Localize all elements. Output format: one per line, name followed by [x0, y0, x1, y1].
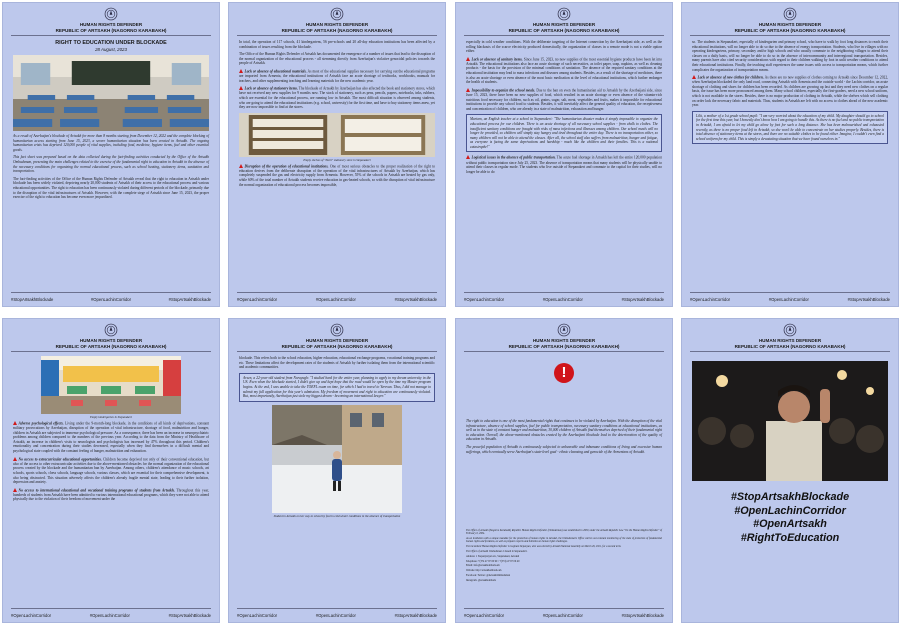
emblem-icon [783, 323, 797, 337]
section-extracurricular [13, 457, 209, 485]
office-phone: Telephone: +(374 47 97 00 90 / +(374) 47 97 00 40 [466, 559, 520, 563]
emblem-icon [330, 323, 344, 337]
footer-tag-left: #OpenLachinCorridor [464, 613, 505, 618]
header-org: HUMAN RIGHTS DEFENDER [532, 338, 596, 343]
page-header [229, 7, 445, 33]
header-org: HUMAN RIGHTS DEFENDER [305, 22, 369, 27]
page-header [3, 7, 219, 33]
section-meals [466, 88, 662, 111]
testimony-text: Lilit, a mother of a 1st grade school pupil: "I am very worried about the education of my child. My daughter should go to school for the first time this year, but I honestly don't know how I am going to handle this. As there is no fuel and no public transportation in Artsakh, I am afraid to let my child go alone by foot for such a long distance. She has been malnourished and exhausted recently, as there is no proper food left in Artsakh, so she won't be able to concentrate on her studies properly. Besides, there is total absence of stationery items at the stores, and there are no suitable clothes to be found either. Imagine, I couldn't even find a school uniform for my child. This is simply a devastating situation that we have found ourselves in." [696, 113, 884, 141]
section-text: The acute fuel shortage in Artsakh has left the entire 120,000 population without public transportation since July 25, 2023. The absence of transportation means that many students will be physically unable to attend their classes in regular mode. The students who live outside of Stepanakert and commute to the capital for their studies, will no longer be able to do [466, 155, 662, 174]
page-footer [11, 613, 211, 618]
section-heading: Lack or absence of educational materials. [244, 69, 307, 74]
emblem-icon [104, 7, 118, 21]
footer-tag-right: #StopArtsakhBlockade [168, 613, 211, 618]
section-stationery [239, 86, 435, 109]
emblem-icon [330, 7, 344, 21]
page-footer [464, 297, 664, 302]
page-footer [237, 613, 437, 618]
footer-rule [237, 608, 437, 609]
warning-icon [13, 457, 17, 461]
footer-tag-left: #OpenLachinCorridor [11, 613, 52, 618]
hashtag[interactable]: #RightToEducation [740, 531, 840, 544]
page-7 [455, 318, 673, 623]
footer-tag-mid: #OpenLachinCorridor [315, 297, 356, 302]
section-heading: Lack or absence of sanitary items. [471, 57, 523, 62]
office-info [466, 529, 662, 584]
section-heading: Impossibility to organize the school meals. [471, 88, 536, 93]
section-psychological [13, 421, 209, 454]
section-heading: Lack or absence of new clothes for children. [697, 75, 764, 80]
page-3 [455, 2, 673, 307]
hashtag-block [692, 491, 888, 545]
section-text: Since June 15, 2023, no new supplies of the most essential hygiene products have been let into Artsakh. The educational institutions also face an acute shortage of such necessities, as toilet paper, soap, napkins, as well as cleaning products - the basis for the provision of the minimal conditions of sanitation. The absence of the required sanitary conditions at the educational institution may lead to mass infections and diseases among students. Besides, as a result of the shortage of medicines, there is also an acute shortage or even absence of the most basic medication at the level of educational institutions, which further endanger the health of students. [466, 57, 663, 85]
photo-caption: Empty shelves of "Nairi" stationery store in Stepanakert [303, 157, 371, 162]
hashtag[interactable]: #StopArtsakhBlockade [730, 491, 850, 503]
header-org: HUMAN RIGHTS DEFENDER [758, 22, 822, 27]
page-date: 28 August, 2023 [95, 47, 127, 52]
page-body [692, 40, 888, 147]
page-body [466, 40, 662, 177]
page-header [682, 7, 898, 33]
intro-paragraph: As a result of Azerbaijan's blockade of Artsakh for more than 8 months starting from December 12, 2022 and the complete blocking of humanitarian access starting from June 15, 2023, a severe humanitarian situation has been created in Artsakh. The ongoing humanitarian crisis has deprived 120,000 people of vital supplies, including food, medicine, hygiene items, fuel and other essential goods. [13, 134, 209, 152]
header-org: HUMAN RIGHTS DEFENDER [532, 22, 596, 27]
footer-tag-left: #StopArtsakhBlockade [11, 297, 54, 302]
header-rule [464, 35, 664, 36]
section-heading: Lack or absence of stationery items. [244, 86, 298, 91]
section-text: As there are no new supplies of clothes coming to Artsakh since December 12, 2022, when Azerbaijan blockaded the only land road, connecting Artsakh with Armenia and the outside world - the Lachin corridor, an acute shortage of clothing and shoes for children has been recorded. As children are growing up fast and they need new clothes on a regular basis, the issue has been more pronounced among them. Many school children, especially the first-graders, need a new school uniform, which is not available in the stores. Besides, there is no major production of clothing in Artsakh, while the shelves which sell clothing on order lack the necessary fabric and materials. Thus, students in Artsakh are left with no access to clothes ahead of the new academic year. [692, 75, 889, 108]
warning-icon [239, 164, 243, 168]
page-header [3, 323, 219, 349]
page-body [13, 356, 209, 505]
page-header [456, 323, 672, 349]
testimony-box [239, 373, 435, 402]
footer-tag-left: #OpenLachinCorridor [237, 297, 278, 302]
footer-rule [690, 292, 890, 293]
page-8 [681, 318, 899, 623]
office-social[interactable]: Facebook: Twitter: @ArtsakhOmbudsman [466, 573, 511, 577]
footer-tag-mid: #OpenLachinCorridor [315, 613, 356, 618]
section-transport [466, 155, 662, 174]
footer-tag-mid: #OpenLachinCorridor [542, 297, 583, 302]
page-title: RIGHT TO EDUCATION UNDER BLOCKADE [55, 40, 167, 46]
footer-tag-left: #OpenLachinCorridor [464, 297, 505, 302]
section-clothes [692, 75, 888, 108]
warning-icon [239, 86, 243, 90]
warning-icon [466, 57, 470, 61]
page-body [239, 356, 435, 520]
header-org: HUMAN RIGHTS DEFENDER [79, 338, 143, 343]
footer-tag-right: #StopArtsakhBlockade [394, 613, 437, 618]
warning-icon [13, 421, 17, 425]
section-materials [239, 69, 435, 83]
testimony-text: Arsen, a 22-year-old student from Norayugh: "I studied hard for the entire year, planning to apply to my dream university in the US. Even when the blockade started, I didn't give up and kept hope that the road would be open by the time my Master program begins. At the end, I was unable to take the TOEFL exam on time, for which I had to travel to Yerevan. Thus, I did not manage to submit my full application for this year's admission. My freedom of movement and right to education are continuously violated. But, most importantly, Azerbaijan just stole my biggest dream - becoming an international lawyer." [243, 375, 431, 399]
section-heading: Adverse psychological effects. [18, 421, 64, 426]
header-republic: REPUBLIC OF ARTSAKH (NAGORNO KARABAKH) [55, 343, 167, 349]
page-footer [11, 297, 211, 302]
emblem-icon [557, 323, 571, 337]
footer-tag-mid: #OpenLachinCorridor [542, 613, 583, 618]
page-header [682, 323, 898, 349]
footer-tag-left: #OpenLachinCorridor [237, 613, 278, 618]
page-footer [690, 297, 890, 302]
protest-photo [692, 361, 888, 481]
footer-tag-right: #StopArtsakhBlockade [621, 297, 664, 302]
header-rule [237, 351, 437, 352]
continued-paragraph: blockade. This refers both to the school education, higher education, educational exchange programs, vocational training programs and etc. These limitations affect the development rates of the students of Artsakh by further isolating them from the international scientific and academic communities. [239, 356, 435, 370]
section-heading: No access to extracurricular educational opportunities. [18, 457, 102, 462]
emblem-icon [557, 7, 571, 21]
section-operation [239, 164, 435, 187]
stats-paragraph: In total, the operation of 117 schools, 41 kindergartens, 56 pre-schools and 20 all-day education institutions has been affected by a combination of issues resulting from the blockade. [239, 40, 435, 49]
page-header [229, 323, 445, 349]
testimony-box [466, 114, 662, 152]
section-heading: Disruption of the operation of educational institutions. [244, 164, 329, 169]
classroom-photo [13, 55, 209, 131]
footer-tag-mid: #OpenLachinCorridor [768, 297, 809, 302]
conclusion-paragraph-2: The peaceful population of Artsakh is continuously subjected to unbearable and inhumane conditions of living and excessive human sufferings, which eventually serve Azerbaijan's state-level goal - ethnic cleansing and genocide of the Armenians of Artsakh. [466, 444, 662, 454]
hashtag[interactable]: #OpenLachinCorridor [734, 504, 846, 517]
footer-tag-right: #StopArtsakhBlockade [168, 297, 211, 302]
header-republic: REPUBLIC OF ARTSAKH (NAGORNO KARABAKH) [281, 343, 393, 349]
empty-shelves-photo [239, 113, 435, 157]
footer-tag-mid: #OpenLachinCorridor [90, 297, 132, 302]
photo-caption: Empty kindergarten in Stepanakert [90, 415, 132, 419]
header-org: HUMAN RIGHTS DEFENDER [758, 338, 822, 343]
office-info-3: The incumbent Human Rights Defender is Gegham Stepanyan, who was elected by Artsakh National Assembly on March 26, 2021, for a second term. [466, 545, 622, 549]
page-4 [681, 2, 899, 307]
footer-rule [237, 292, 437, 293]
section-international [13, 488, 209, 502]
header-republic: REPUBLIC OF ARTSAKH (NAGORNO KARABAKH) [508, 27, 620, 33]
testimony-box [692, 111, 888, 145]
warning-icon [466, 155, 470, 159]
header-republic: REPUBLIC OF ARTSAKH (NAGORNO KARABAKH) [734, 27, 846, 33]
page-footer [464, 613, 664, 618]
section-text: One of most serious obstacles to the proper realization of the right to education derives from the deliberate disruption of the operation of the vital infrastructures of Artsakh by Azerbaijan, which has completely suspended the gas and electricity supply from Armenia. However, 55% of the schools in Artsakh are heated by gas only, while 60% of the total number of Artsakh students receive education in gas-heated schools, so with the disruption of vital infrastructure the normal organization of educational process becomes impossible, [239, 164, 435, 187]
header-org: HUMAN RIGHTS DEFENDER [79, 22, 143, 27]
office-paragraph: The Office of the Human Rights Defender of Artsakh has documented the emergence of a number of issues that lead to the disruption of the normal organization of the educational process - all stemming directly from Azerbaijan's violative genocidal policies towards the people of Artsakh. [239, 52, 435, 66]
page-body [13, 40, 209, 203]
section-sanitary [466, 57, 662, 85]
page-6 [228, 318, 446, 623]
kindergarten-photo [41, 356, 181, 414]
continued-paragraph: so. The students in Stepanakert, especially of kindergarten and primary school, who have to walk by foot long distances to reach their educational institutions, will no longer able to do so due to the absence of energy transportation. Students, who live in villages with no operating kindergartens, primary, secondary and/or high schools and who usually commute to the neighboring villages to attend their classes on a daily basis, will no longer be able to do so in the absence of intercommunity and interregional transportation. Besides, many parents have also cited security considerations with regard to their children walking by foot in unlit weather conditions to attend their educational institutions. Finally, the teaching staff experiences the same issues with access to transportation means, which further complicates the organization of transportation means. [692, 40, 888, 72]
section-text: The blockade of Artsakh by Azerbaijan has also affected the book and stationery stores, which have not received any new supplies for 9 months now. The stock of stationery, such as pens, pencils, papers, notebooks, inks, rubbers, which are essential for the educational process, are running low in Artsakh. The most difficult situation is observed among students, who are going to attend the educational institutions (e.g. school, university) for the first time, and have to buy stationery items anew, yet they are now impossible to find at the stores. [239, 86, 435, 110]
page-footer [237, 297, 437, 302]
page-body [466, 419, 662, 457]
continued-paragraph: especially in cold weather conditions. With the deliberate targeting of the Internet connection by the Azerbaijani side, as well as the rolling blackouts of the scarce electricity produced domestically, the organization of classes in a remote mode is not a viable option either. [466, 40, 662, 54]
warning-icon [239, 69, 243, 73]
header-rule [11, 351, 211, 352]
header-rule [464, 351, 664, 352]
header-rule [690, 35, 890, 36]
warning-icon [13, 488, 17, 492]
office-info-1: The Office of Artsakh (Nagorno Karabakh) Republic Human Rights Defender (Ombudsman) was established in 2000, under the Artsakh Republic Law "On the Human Rights Defender" of February 6, 2004. [466, 529, 662, 536]
footer-rule [464, 608, 664, 609]
header-rule [237, 35, 437, 36]
emblem-icon [104, 323, 118, 337]
footer-rule [11, 608, 211, 609]
header-republic: REPUBLIC OF ARTSAKH (NAGORNO KARABAKH) [508, 343, 620, 349]
footer-tag-left: #OpenLachinCorridor [690, 297, 731, 302]
warning-icon [692, 75, 696, 79]
page-1 [2, 2, 220, 307]
office-instagram[interactable]: Instagram: @artsakhombuds [466, 578, 496, 582]
header-republic: REPUBLIC OF ARTSAKH (NAGORNO KARABAKH) [734, 343, 846, 349]
winter-walk-photo [272, 405, 402, 513]
section-heading: Logistical issues in the absence of public transportation. [471, 155, 556, 160]
office-website[interactable]: Website: http://artsakhombuds.am [466, 569, 502, 573]
emblem-icon [783, 7, 797, 21]
footer-tag-mid: #OpenLachinCorridor [89, 613, 130, 618]
warning-icon [466, 88, 470, 92]
header-republic: REPUBLIC OF ARTSAKH (NAGORNO KARABAKH) [55, 27, 167, 33]
office-address: Address: 1 Stepanyanyan str., Stepanakert, Artsakh [466, 554, 520, 558]
section-text: Children become deprived not only of their conventional education, but also of the access to other extracurricular activities due to the above-mentioned obstacles for the normal organization of the educational process created by the blockade and the humanitarian ban by Azerbaijan. Among others, children's attendance of music schools, art schools, sports schools, chess schools, language schools, various classes, which are essential for their comprehensive development, is also being obstructed. This situation adversely affects the children's already fragile mental state, leading to their further isolation, depression and anxiety. [13, 457, 209, 485]
exclamation-icon: ! [554, 363, 574, 383]
footer-rule [11, 292, 211, 293]
office-info-4: The Office of Artsakh Ombudsman is based in Stepanakert. [466, 549, 528, 553]
hashtag[interactable]: #OpenArtsakh [753, 518, 827, 530]
findings-paragraph: The fact-finding activities of the Office of the Human Rights Defender of Artsakh reveal that the right to education in Artsakh under blockade has been widely violated, depriving nearly 20,000 students of Artsakh of their access to the educational process and various educational opportunities. The right to education has been continuously violated during different periods of the blockade, primarily due to the disruption of the vital infrastructures of Artsakh. However, with the complete siege of Artsakh since June 15, 2023, the proper exercise of the right to education has become even more jeopardized. [13, 176, 209, 200]
testimony-text: Mariam, an English teacher at a school in Stepanakert: "The humanitarian disaster makes it simply impossible to organize the educational process for our children. There is an acute shortage of all necessary school supplies - from chalk to clothes. The insufficient sanitary conditions are fraught with risks of mass infections and illnesses among children. Our school meals will no longer be provided, so children will simply stay hungry and tired throughout the entire day. There is no transportation either, so many children will not be able to attend the classes. After all, the school staff also suffers from malnutrition, hunger and fatigue, as everyone is facing the same deprivations and hardship - much like the children and their families. This is a national catastrophe!" [470, 117, 658, 149]
office-info-2: As an institution with a unique mandate for the protection of human rights in Artsakh, the Ombudsman's Office carries out constant monitoring of the state of protection of fundamental human rights and freedoms, as well as prepares reports and bulletins on human rights challenges. [466, 537, 662, 544]
footer-rule [464, 292, 664, 293]
methodology-paragraph: This fact sheet was prepared based on the data collected during the fact-finding activities conducted by the Office of the Artsakh Ombudsman, presenting the main challenges related to the exercise of the fundamental right to education in Artsakh in the absence of the necessary conditions for organizing the normal educational process, such as school heating, stationery items, sanitation and transportation. [13, 155, 209, 174]
section-text: Living under the 9-month-long blockade, in the conditions of all kinds of deprivations, constant military provocations by Azerbaijan, disruption of the operation of vital infrastructure, shortage of food, malnutrition and hunger, children in Artsakh are subjected to immense psychological pressure. As a consequence, there has been an increase in neuropsychiatric problems among children compared to the numbers of the previous year. According to the data from the Ministry of Healthcare of Artsakh, an increase in children's visits to neurologists and psychologists has increased by 47% throughout this period. Children's emotionality and concentration during their studies decreased, especially when they find themselves in a difficult mental and psychological state coupled with the constant feeling of hunger, malnutrition and exhaustion. [13, 421, 209, 454]
header-rule [11, 35, 211, 36]
page-header [456, 7, 672, 33]
section-text: Due to the ban on even the humanitarian aid to Artsakh by the Azerbaijani side, since June 15, 2023, there have been no new supplies of food, which resulted in an acute shortage or even absence of the vitamin-rich nutritious food necessary for children, such as oil, grains, sugar, salt, meat, vegetables and fruits, makes it impossible for educational institutions to provide any school food to students. Besides, it will inevitably affect the general quality of education, the receptiveness and concentration of children, who are already in a state of malnutrition, exhaustion and hunger. [466, 88, 662, 111]
footer-tag-right: #StopArtsakhBlockade [847, 297, 890, 302]
header-rule [690, 351, 890, 352]
footer-tag-right: #StopArtsakhBlockade [621, 613, 664, 618]
header-org: HUMAN RIGHTS DEFENDER [305, 338, 369, 343]
photo-caption: Student in Artsakh on her way to school by foot in cold winter conditions in the absence of transportation [273, 513, 401, 518]
office-email[interactable]: Email: info@artsakhombuds.am [466, 564, 500, 568]
section-text: As most of the educational supplies necessary for carrying out the educational programs are imported from Armenia, the educational institutions of Artsakh face an acute shortage of textbooks, workbooks, manuals for teachers, and other supplementing teaching and learning materials for the new academic year. [239, 69, 435, 83]
section-heading: No access to international educational and vocational training programs of students from Artsakh. [18, 488, 175, 493]
page-2 [228, 2, 446, 307]
conclusion-paragraph: The right to education is one of the most fundamental rights that continues to be violated by Azerbaijan. With the disruption of the vital infrastructure, absence of school supplies, fuel for public transportation, necessary sanitary conditions at educational institutions, as well as in the state of constant hunger and malnutrition, 30,000 children of Artsakh find themselves deprived of their fundamental right to education. Overall, the above-mentioned obstacles created by the Azerbaijani blockade lead to the deterioration of the quality of education in Artsakh. [466, 419, 662, 442]
page-5 [2, 318, 220, 623]
footer-tag-right: #StopArtsakhBlockade [394, 297, 437, 302]
section-text: Throughout this year, hundreds of students from Artsakh have been admitted to various international educational programs, which they were not able to attend physically due to the violation of their freedom of movement under the [13, 488, 210, 502]
header-republic: REPUBLIC OF ARTSAKH (NAGORNO KARABAKH) [281, 27, 393, 33]
page-body [239, 40, 435, 190]
